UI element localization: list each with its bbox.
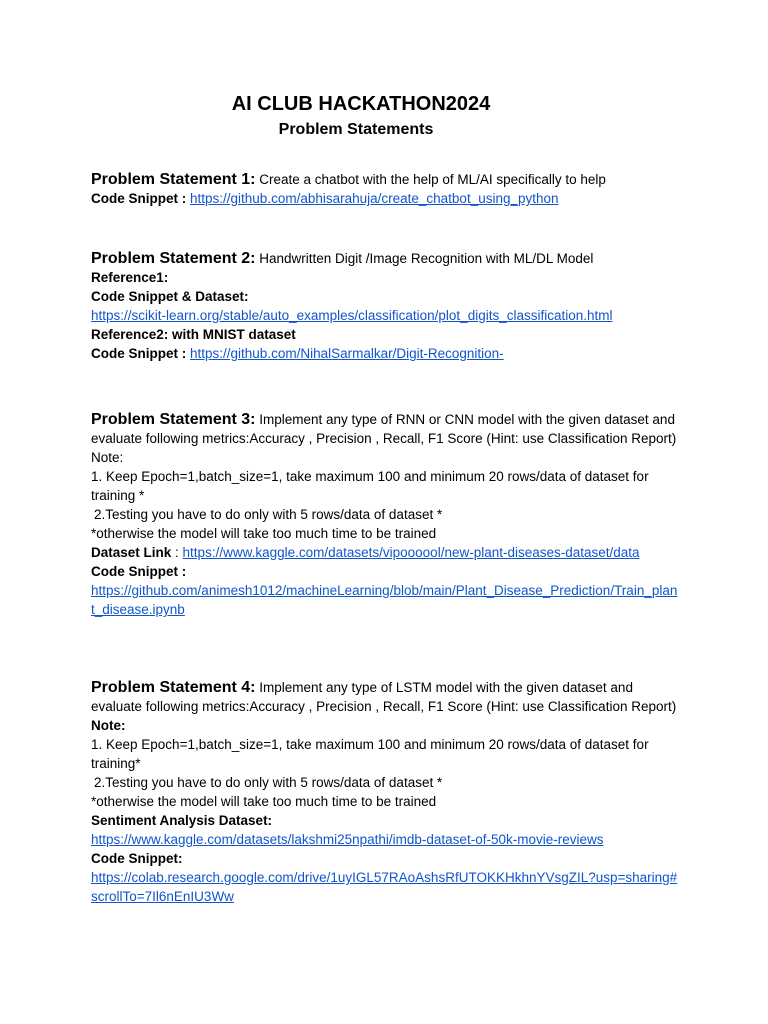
ps2-code-link[interactable]: https://github.com/NihalSarmalkar/Digit-Recognition- (190, 346, 504, 361)
ps2-scikit-link[interactable]: https://scikit-learn.org/stable/auto_examples/classification/plot_digits_classification.html (91, 308, 613, 323)
ps4-note-item-1: 1. Keep Epoch=1,batch_size=1, take maximum 100 and minimum 20 rows/data of dataset for training* (91, 737, 649, 771)
ps3-code-link[interactable]: https://github.com/animesh1012/machineLearning/blob/main/Plant_Disease_Prediction/Train_plant_disease.ipynb (91, 583, 678, 617)
ps2-code-label: Code Snippet : (91, 346, 187, 361)
ps4-heading: Problem Statement 4: (91, 679, 256, 696)
ps3-note-item-3: *otherwise the model will take too much time to be trained (91, 526, 437, 541)
ps1-code-link[interactable]: https://github.com/abhisarahuja/create_chatbot_using_python (190, 191, 559, 206)
ps4-dataset-link[interactable]: https://www.kaggle.com/datasets/lakshmi25npathi/imdb-dataset-of-50k-movie-reviews (91, 832, 604, 847)
ps2-code-dataset-label: Code Snippet & Dataset: (91, 289, 249, 304)
document-title: AI CLUB HACKATHON2024 (231, 93, 491, 115)
ps4-code-link[interactable]: https://colab.research.google.com/drive/1uyIGL57RAoAshsRfUTOKKHkhnYVsgZIL?usp=sharing#scrollTo=7Il6nEnIU3Ww (91, 870, 678, 904)
problem-statement-1 (91, 170, 681, 208)
ps4-code-label: Code Snippet: (91, 851, 183, 866)
ps4-dataset-label: Sentiment Analysis Dataset: (91, 813, 273, 828)
ps4-note-label: Note: (91, 718, 126, 733)
problem-statement-2 (91, 249, 681, 363)
ps3-description: Implement any type of RNN or CNN model with the given dataset and evaluate following metrics:Accuracy , Precision , Recall, F1 Score (Hint: use Classification Report) (91, 412, 677, 446)
document-subtitle: Problem Statements (278, 121, 434, 138)
ps3-heading: Problem Statement 3: (91, 411, 256, 428)
ps3-note-item-2: 2.Testing you have to do only with 5 rows/data of dataset * (94, 507, 443, 522)
ps2-reference1: Reference1: (91, 270, 169, 285)
ps3-code-label: Code Snippet : (91, 564, 187, 579)
ps1-description: Create a chatbot with the help of ML/AI specifically to help (259, 172, 606, 187)
problem-statement-3 (91, 410, 681, 619)
ps3-note-item-1: 1. Keep Epoch=1,batch_size=1, take maximum 100 and minimum 20 rows/data of dataset for training * (91, 469, 649, 503)
ps1-code-label: Code Snippet : (91, 191, 187, 206)
ps1-heading: Problem Statement 1: (91, 171, 256, 188)
ps4-description: Implement any type of LSTM model with the given dataset and evaluate following metrics:Accuracy , Precision , Recall, F1 Score (Hint: use Classification Report) (91, 680, 677, 714)
ps4-note-item-2: 2.Testing you have to do only with 5 rows/data of dataset * (94, 775, 443, 790)
ps3-dataset-separator: : (171, 545, 183, 560)
problem-statement-4 (91, 678, 681, 906)
ps2-heading: Problem Statement 2: (91, 250, 256, 267)
ps3-dataset-link[interactable]: https://www.kaggle.com/datasets/vipoooool/new-plant-diseases-dataset/data (182, 545, 640, 560)
ps2-reference2: Reference2: with MNIST dataset (91, 327, 296, 342)
ps4-note-item-3: *otherwise the model will take too much time to be trained (91, 794, 437, 809)
ps3-note-label: Note: (91, 450, 124, 465)
ps3-dataset-label: Dataset Link (91, 545, 172, 560)
ps2-description: Handwritten Digit /Image Recognition with ML/DL Model (259, 251, 594, 266)
